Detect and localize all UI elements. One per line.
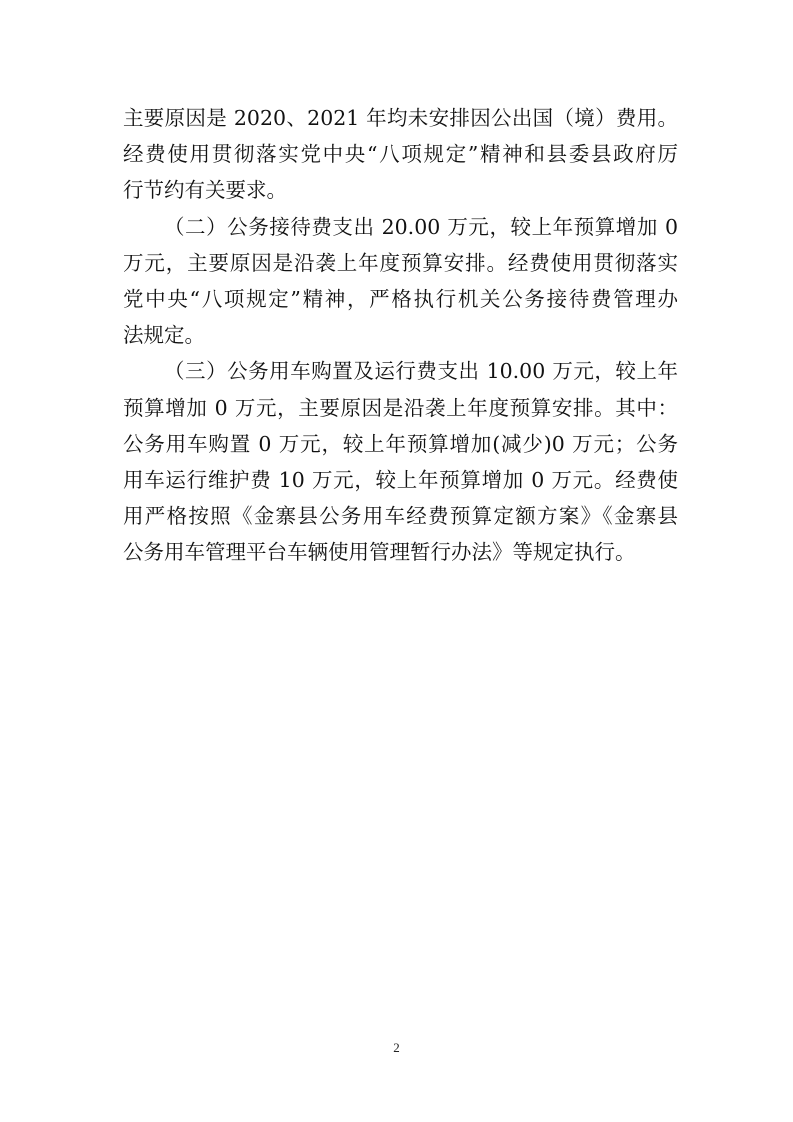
text-line: 行节约有关要求。 [123, 178, 287, 203]
paragraph-heading-line: （三）公务用车购置及运行费支出 10.00 万元，较上年 [164, 359, 678, 384]
text-line: 用车运行维护费 10 万元，较上年预算增加 0 万元。经费使 [123, 467, 678, 492]
text-line: 党中央“八项规定”精神，严格执行机关公务接待费管理办 [123, 286, 678, 311]
text-line: 主要原因是 2020、2021 年均未安排因公出国（境）费用。 [123, 106, 678, 130]
text-line: 公务用车购置 0 万元，较上年预算增加(减少)0 万元；公务 [123, 431, 678, 456]
text-line: 法规定。 [123, 323, 205, 348]
paragraph-heading-line: （二）公务接待费支出 20.00 万元，较上年预算增加 0 [164, 214, 678, 239]
page-number: 2 [393, 1040, 400, 1055]
text-line: 万元，主要原因是沿袭上年度预算安排。经费使用贯彻落实 [123, 250, 678, 275]
text-line: 经费使用贯彻落实党中央“八项规定”精神和县委县政府厉 [123, 142, 678, 167]
text-line: 公务用车管理平台车辆使用管理暂行办法》等规定执行。 [123, 540, 636, 565]
text-line: 用严格按照《金寨县公务用车经费预算定额方案》《金寨县 [123, 504, 678, 529]
text-line: 预算增加 0 万元，主要原因是沿袭上年度预算安排。其中： [123, 395, 678, 420]
document-body [123, 100, 678, 570]
